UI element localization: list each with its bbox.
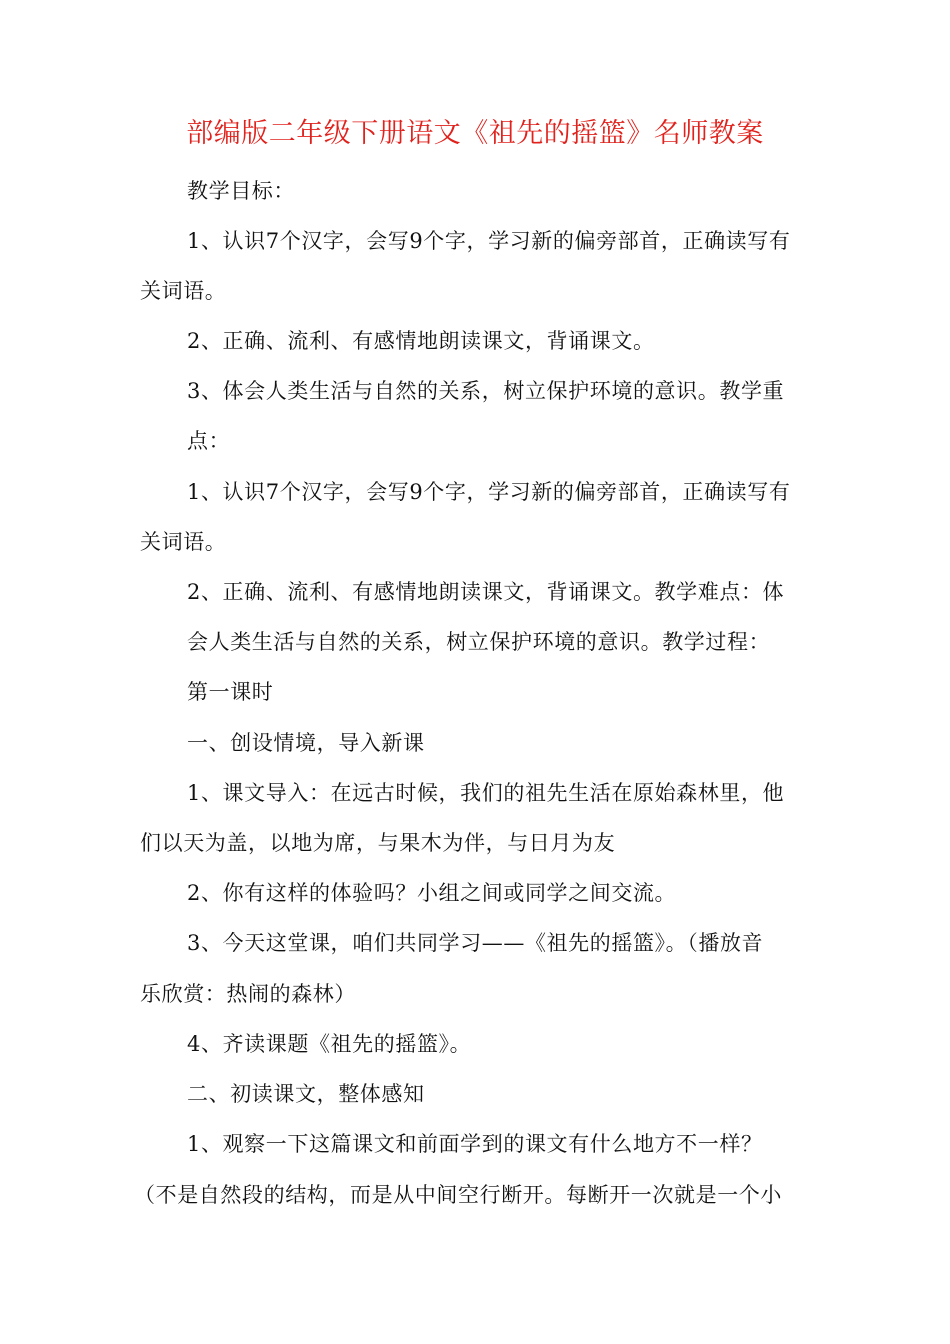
text-line: 2、你有这样的体验吗？小组之间或同学之间交流。: [187, 881, 677, 905]
text-line: 4、齐读课题《祖先的摇篮》。: [187, 1032, 472, 1056]
text-line: 3、体会人类生活与自然的关系，树立保护环境的意识。教学重: [187, 379, 785, 403]
text-line: （不是自然段的结构，而是从中间空行断开。每断开一次就是一个小: [134, 1183, 782, 1207]
text-line: 3、今天这堂课，咱们共同学习——《祖先的摇篮》。（播放音: [187, 931, 764, 955]
text-line: 1、课文导入：在远古时候，我们的祖先生活在原始森林里，他: [187, 781, 785, 805]
text-line: 1、认识7个汉字，会写9个字，学习新的偏旁部首，正确读写有: [187, 480, 791, 504]
text-line: 关词语。: [140, 530, 227, 554]
text-line: 会人类生活与自然的关系，树立保护环境的意识。教学过程：: [187, 630, 771, 654]
text-line: 教学目标：: [187, 179, 295, 203]
text-line: 二、初读课文，整体感知: [187, 1082, 425, 1106]
text-line: 关词语。: [140, 279, 227, 303]
text-line: 一、创设情境，导入新课: [187, 731, 425, 755]
text-line: 们以天为盖，以地为席，与果木为伴，与日月为友: [140, 831, 616, 855]
text-line: 第一课时: [187, 680, 274, 704]
text-line: 点：: [187, 429, 231, 453]
text-line: 乐欣赏：热闹的森林）: [140, 982, 356, 1006]
text-line: 1、观察一下这篇课文和前面学到的课文有什么地方不一样？: [187, 1132, 763, 1156]
text-line: 1、认识7个汉字，会写9个字，学习新的偏旁部首，正确读写有: [187, 229, 791, 253]
text-line: 2、正确、流利、有感情地朗读课文，背诵课文。教学难点：体: [187, 580, 785, 604]
document-title: 部编版二年级下册语文《祖先的摇篮》名师教案: [186, 118, 764, 149]
text-line: 2、正确、流利、有感情地朗读课文，背诵课文。: [187, 329, 655, 353]
